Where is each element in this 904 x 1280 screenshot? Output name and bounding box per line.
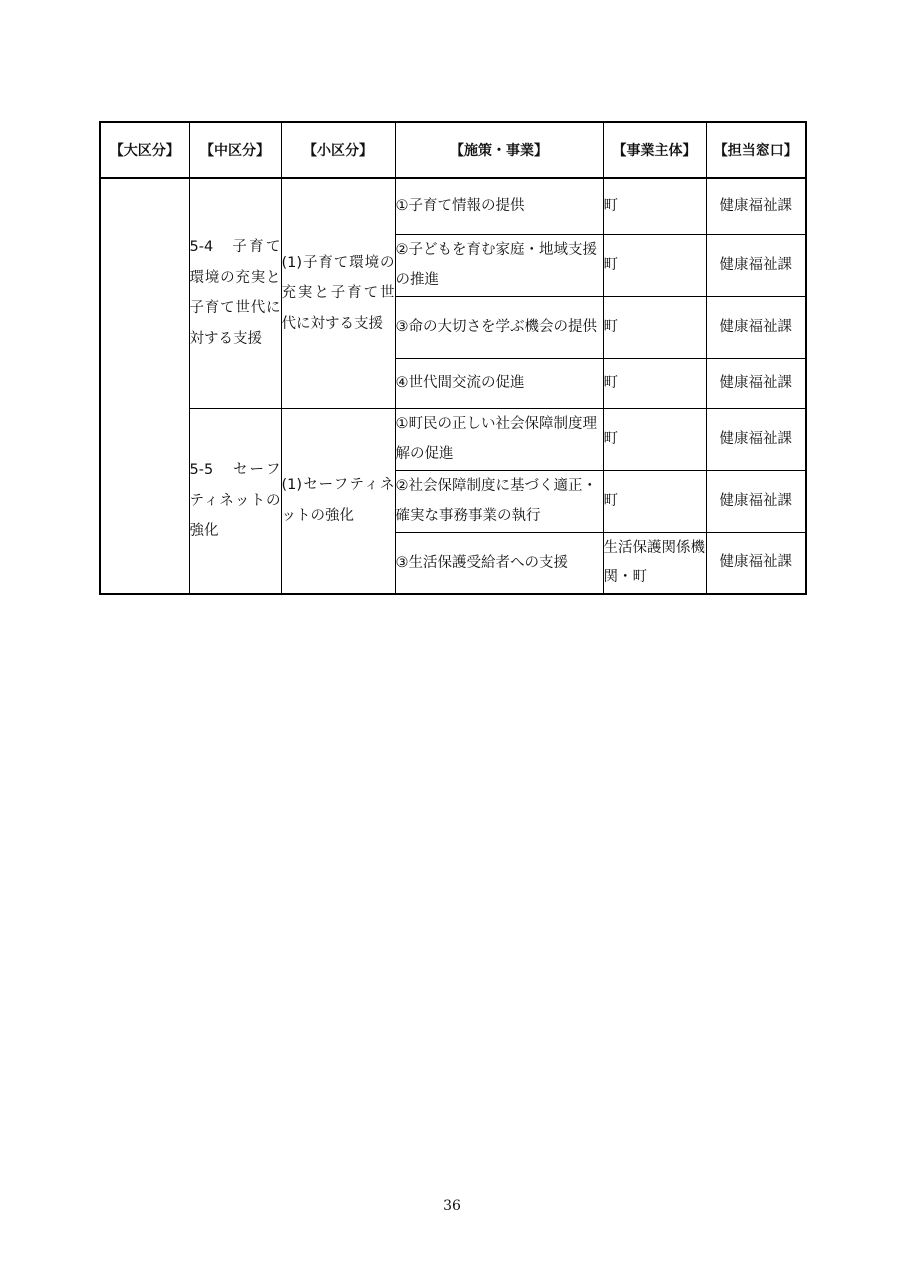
contact-cell: 健康福祉課 (706, 296, 806, 358)
minor-category-cell: (1)子育て環境の充実と子育て世代に対する支援 (281, 178, 395, 408)
header-implementer: 【事業主体】 (603, 122, 706, 178)
implementer-cell: 町 (603, 234, 706, 296)
implementer-cell: 生活保護関係機関・町 (603, 532, 706, 594)
policy-table (99, 121, 807, 595)
contact-cell: 健康福祉課 (706, 178, 806, 234)
implementer-cell: 町 (603, 470, 706, 532)
header-major-category: 【大区分】 (100, 122, 189, 178)
page-number: 36 (443, 1198, 461, 1214)
measure-cell: ①子育て情報の提供 (395, 178, 603, 234)
measure-cell: ④世代間交流の促進 (395, 358, 603, 408)
header-middle-category: 【中区分】 (189, 122, 281, 178)
contact-cell: 健康福祉課 (706, 470, 806, 532)
contact-cell: 健康福祉課 (706, 234, 806, 296)
middle-category-cell: 5-4 子育て環境の充実と子育て世代に対する支援 (189, 178, 281, 408)
contact-cell: 健康福祉課 (706, 532, 806, 594)
measure-cell: ③生活保護受給者への支援 (395, 532, 603, 594)
measure-cell: ③命の大切さを学ぶ機会の提供 (395, 296, 603, 358)
contact-cell: 健康福祉課 (706, 358, 806, 408)
major-category-cell (100, 178, 189, 594)
header-measures: 【施策・事業】 (395, 122, 603, 178)
header-minor-category: 【小区分】 (281, 122, 395, 178)
measure-cell: ①町民の正しい社会保障制度理解の促進 (395, 408, 603, 470)
implementer-cell: 町 (603, 358, 706, 408)
middle-category-cell: 5-5 セーフティネットの強化 (189, 408, 281, 594)
table-header-row (100, 122, 806, 178)
table-row (100, 408, 806, 470)
header-contact: 【担当窓口】 (706, 122, 806, 178)
table-row (100, 178, 806, 234)
implementer-cell: 町 (603, 178, 706, 234)
measure-cell: ②子どもを育む家庭・地域支援の推進 (395, 234, 603, 296)
contact-cell: 健康福祉課 (706, 408, 806, 470)
implementer-cell: 町 (603, 296, 706, 358)
minor-category-cell: (1)セーフティネットの強化 (281, 408, 395, 594)
measure-cell: ②社会保障制度に基づく適正・確実な事務事業の執行 (395, 470, 603, 532)
implementer-cell: 町 (603, 408, 706, 470)
